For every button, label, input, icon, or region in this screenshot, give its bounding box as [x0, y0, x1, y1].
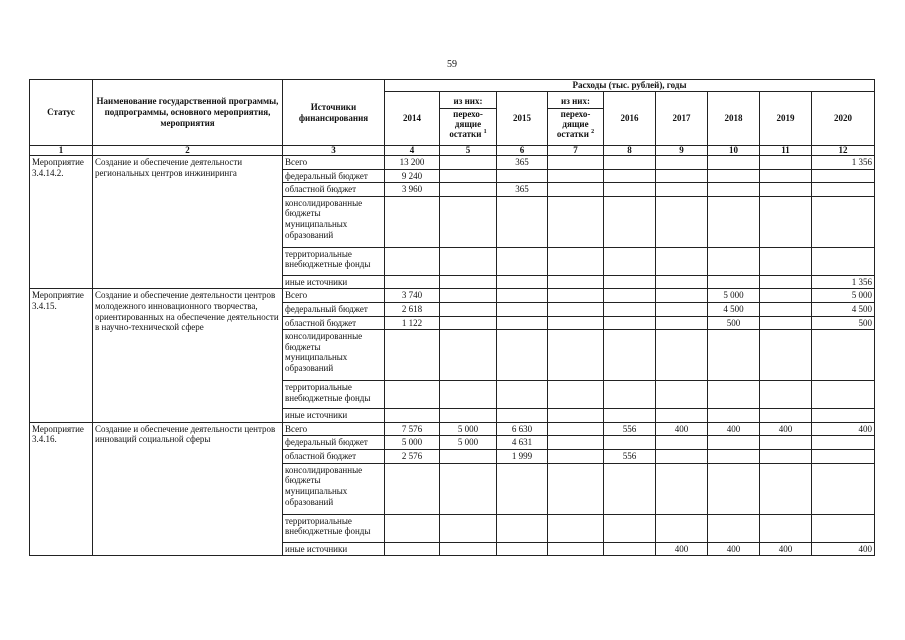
amount-cell: 400 [812, 542, 875, 556]
amount-cell [497, 247, 548, 275]
amount-cell [440, 169, 497, 183]
amount-cell [604, 436, 656, 450]
amount-cell [548, 196, 604, 247]
amount-cell [548, 450, 604, 464]
amount-cell [385, 247, 440, 275]
amount-cell [656, 169, 708, 183]
column-number: 7 [548, 146, 604, 156]
amount-cell [385, 275, 440, 289]
amount-cell [548, 316, 604, 330]
column-number: 12 [812, 146, 875, 156]
amount-cell [440, 381, 497, 409]
amount-cell: 400 [760, 542, 812, 556]
table-row [30, 422, 875, 436]
funding-source-cell: иные источники [283, 542, 385, 556]
amount-cell: 5 000 [440, 436, 497, 450]
amount-cell [604, 275, 656, 289]
amount-cell [656, 183, 708, 197]
amount-cell [760, 409, 812, 423]
amount-cell [656, 289, 708, 303]
amount-cell [812, 381, 875, 409]
column-number: 11 [760, 146, 812, 156]
amount-cell: 1 999 [497, 450, 548, 464]
amount-cell [760, 303, 812, 317]
column-number: 1 [30, 146, 93, 156]
amount-cell [760, 275, 812, 289]
amount-cell [440, 289, 497, 303]
amount-cell [656, 330, 708, 381]
amount-cell: 400 [656, 422, 708, 436]
amount-cell [385, 463, 440, 514]
amount-cell [812, 196, 875, 247]
amount-cell [548, 330, 604, 381]
amount-cell [440, 409, 497, 423]
funding-source-cell: областной бюджет [283, 316, 385, 330]
table-row [30, 156, 875, 170]
header-year-2019: 2019 [760, 92, 812, 146]
amount-cell [708, 436, 760, 450]
amount-cell [656, 514, 708, 542]
column-number: 8 [604, 146, 656, 156]
header-year-2015: 2015 [497, 92, 548, 146]
funding-source-cell: федеральный бюджет [283, 303, 385, 317]
amount-cell [760, 156, 812, 170]
amount-cell [656, 275, 708, 289]
amount-cell [708, 275, 760, 289]
amount-cell: 1 356 [812, 156, 875, 170]
page-number: 59 [447, 59, 457, 70]
header-transit-2014 [440, 92, 497, 146]
amount-cell [656, 316, 708, 330]
column-number-row [30, 146, 875, 156]
amount-cell [548, 422, 604, 436]
funding-source-cell: иные источники [283, 275, 385, 289]
amount-cell [812, 183, 875, 197]
amount-cell [656, 450, 708, 464]
amount-cell [440, 156, 497, 170]
table-body [30, 156, 875, 556]
amount-cell [604, 316, 656, 330]
amount-cell [812, 169, 875, 183]
header-status: Статус [30, 80, 93, 146]
amount-cell: 5 000 [812, 289, 875, 303]
header-year-2018: 2018 [708, 92, 760, 146]
activity-name-cell: Создание и обеспечение деятельности центров молодежного инновационного творчества, ориентированных на обеспечение деятельности в научно-технической сфере [93, 289, 283, 422]
amount-cell: 400 [812, 422, 875, 436]
amount-cell [760, 247, 812, 275]
funding-source-cell: консолидированные бюджеты муниципальных образований [283, 330, 385, 381]
column-number: 4 [385, 146, 440, 156]
amount-cell [812, 409, 875, 423]
amount-cell: 4 500 [812, 303, 875, 317]
amount-cell [760, 289, 812, 303]
amount-cell [656, 381, 708, 409]
amount-cell [604, 409, 656, 423]
funding-source-cell: территориальные внебюджетные фонды [283, 247, 385, 275]
amount-cell [548, 542, 604, 556]
amount-cell [385, 330, 440, 381]
amount-cell [548, 381, 604, 409]
amount-cell [604, 183, 656, 197]
header-expenses: Расходы (тыс. рублей), годы [385, 80, 875, 92]
amount-cell: 400 [760, 422, 812, 436]
column-number: 5 [440, 146, 497, 156]
amount-cell [440, 196, 497, 247]
column-number: 9 [656, 146, 708, 156]
amount-cell: 4 631 [497, 436, 548, 450]
footnote-2-mark: 2 [591, 128, 595, 135]
amount-cell [548, 463, 604, 514]
amount-cell [548, 275, 604, 289]
amount-cell: 3 740 [385, 289, 440, 303]
amount-cell [548, 303, 604, 317]
amount-cell [604, 463, 656, 514]
funding-source-cell: иные источники [283, 409, 385, 423]
amount-cell [385, 381, 440, 409]
amount-cell [385, 409, 440, 423]
amount-cell [604, 156, 656, 170]
amount-cell [708, 247, 760, 275]
header-year-2020: 2020 [812, 92, 875, 146]
amount-cell [497, 303, 548, 317]
amount-cell [440, 330, 497, 381]
funding-source-cell: Всего [283, 156, 385, 170]
amount-cell [760, 436, 812, 450]
amount-cell: 1 122 [385, 316, 440, 330]
amount-cell: 1 356 [812, 275, 875, 289]
amount-cell [604, 303, 656, 317]
amount-cell: 3 960 [385, 183, 440, 197]
amount-cell: 365 [497, 183, 548, 197]
amount-cell [708, 381, 760, 409]
amount-cell: 7 576 [385, 422, 440, 436]
amount-cell [604, 247, 656, 275]
amount-cell [812, 514, 875, 542]
amount-cell: 2 576 [385, 450, 440, 464]
amount-cell [760, 330, 812, 381]
amount-cell: 13 200 [385, 156, 440, 170]
funding-source-cell: Всего [283, 422, 385, 436]
status-cell: Мероприятие 3.4.15. [30, 289, 93, 422]
column-number: 6 [497, 146, 548, 156]
amount-cell [656, 247, 708, 275]
amount-cell [812, 450, 875, 464]
table-row [30, 289, 875, 303]
amount-cell [440, 463, 497, 514]
amount-cell: 400 [656, 542, 708, 556]
funding-source-cell: консолидированные бюджеты муниципальных образований [283, 196, 385, 247]
amount-cell [708, 183, 760, 197]
amount-cell [548, 247, 604, 275]
funding-source-cell: территориальные внебюджетные фонды [283, 381, 385, 409]
amount-cell [708, 156, 760, 170]
amount-cell [812, 330, 875, 381]
amount-cell [497, 316, 548, 330]
status-cell: Мероприятие 3.4.14.2. [30, 156, 93, 289]
header-year-2014: 2014 [385, 92, 440, 146]
amount-cell [604, 169, 656, 183]
amount-cell [548, 436, 604, 450]
amount-cell [497, 409, 548, 423]
funding-source-cell: консолидированные бюджеты муниципальных образований [283, 463, 385, 514]
amount-cell [760, 450, 812, 464]
header-year-2016: 2016 [604, 92, 656, 146]
amount-cell [760, 316, 812, 330]
amount-cell [440, 183, 497, 197]
header-transit-2-label: перехо-дящие остатки [556, 109, 591, 139]
header-year-2017: 2017 [656, 92, 708, 146]
amount-cell: 9 240 [385, 169, 440, 183]
amount-cell [812, 463, 875, 514]
amount-cell [604, 289, 656, 303]
amount-cell [548, 169, 604, 183]
amount-cell [708, 196, 760, 247]
amount-cell [497, 330, 548, 381]
amount-cell [760, 169, 812, 183]
amount-cell [708, 409, 760, 423]
amount-cell [760, 183, 812, 197]
activity-name-cell: Создание и обеспечение деятельности центров инноваций социальной сферы [93, 422, 283, 555]
amount-cell [385, 542, 440, 556]
amount-cell [497, 289, 548, 303]
amount-cell [812, 436, 875, 450]
amount-cell [440, 303, 497, 317]
column-number: 3 [283, 146, 385, 156]
header-of-them-2: из них: [548, 97, 603, 109]
amount-cell [604, 542, 656, 556]
amount-cell [497, 463, 548, 514]
header-sources: Источники финансирования [283, 80, 385, 146]
amount-cell: 400 [708, 422, 760, 436]
amount-cell: 5 000 [440, 422, 497, 436]
amount-cell [385, 196, 440, 247]
amount-cell [604, 381, 656, 409]
header-name: Наименование государственной программы, подпрограммы, основного мероприятия, мероприятия [93, 80, 283, 146]
amount-cell [708, 169, 760, 183]
amount-cell [656, 196, 708, 247]
amount-cell: 2 618 [385, 303, 440, 317]
amount-cell [760, 196, 812, 247]
amount-cell [604, 330, 656, 381]
amount-cell [708, 450, 760, 464]
amount-cell [708, 514, 760, 542]
amount-cell [440, 542, 497, 556]
amount-cell: 365 [497, 156, 548, 170]
amount-cell [440, 275, 497, 289]
amount-cell [385, 514, 440, 542]
amount-cell [812, 247, 875, 275]
amount-cell [656, 436, 708, 450]
amount-cell [497, 514, 548, 542]
amount-cell [708, 330, 760, 381]
amount-cell [497, 275, 548, 289]
amount-cell [760, 381, 812, 409]
amount-cell [440, 316, 497, 330]
amount-cell: 5 000 [385, 436, 440, 450]
header-transit-2015 [548, 92, 604, 146]
amount-cell [497, 169, 548, 183]
amount-cell [656, 156, 708, 170]
amount-cell: 400 [708, 542, 760, 556]
amount-cell: 6 630 [497, 422, 548, 436]
amount-cell: 500 [708, 316, 760, 330]
status-cell: Мероприятие 3.4.16. [30, 422, 93, 555]
amount-cell [656, 409, 708, 423]
funding-source-cell: областной бюджет [283, 183, 385, 197]
amount-cell [548, 183, 604, 197]
amount-cell [656, 303, 708, 317]
amount-cell: 4 500 [708, 303, 760, 317]
footnote-1-mark: 1 [483, 128, 487, 135]
header-transit-1-label: перехо-дящие остатки [449, 109, 483, 139]
budget-table [29, 79, 875, 556]
funding-source-cell: федеральный бюджет [283, 169, 385, 183]
amount-cell: 556 [604, 422, 656, 436]
amount-cell [440, 247, 497, 275]
funding-source-cell: областной бюджет [283, 450, 385, 464]
amount-cell [497, 196, 548, 247]
amount-cell [760, 514, 812, 542]
amount-cell [760, 463, 812, 514]
amount-cell [656, 463, 708, 514]
amount-cell [497, 542, 548, 556]
amount-cell [497, 381, 548, 409]
activity-name-cell: Создание и обеспечение деятельности региональных центров инжиниринга [93, 156, 283, 289]
amount-cell [548, 409, 604, 423]
amount-cell: 500 [812, 316, 875, 330]
funding-source-cell: федеральный бюджет [283, 436, 385, 450]
amount-cell: 556 [604, 450, 656, 464]
funding-source-cell: Всего [283, 289, 385, 303]
amount-cell [604, 514, 656, 542]
amount-cell [548, 156, 604, 170]
amount-cell [440, 514, 497, 542]
amount-cell: 5 000 [708, 289, 760, 303]
amount-cell [604, 196, 656, 247]
header-of-them-1: из них: [440, 97, 496, 109]
amount-cell [548, 289, 604, 303]
amount-cell [440, 450, 497, 464]
column-number: 2 [93, 146, 283, 156]
funding-source-cell: территориальные внебюджетные фонды [283, 514, 385, 542]
amount-cell [708, 463, 760, 514]
column-number: 10 [708, 146, 760, 156]
amount-cell [548, 514, 604, 542]
